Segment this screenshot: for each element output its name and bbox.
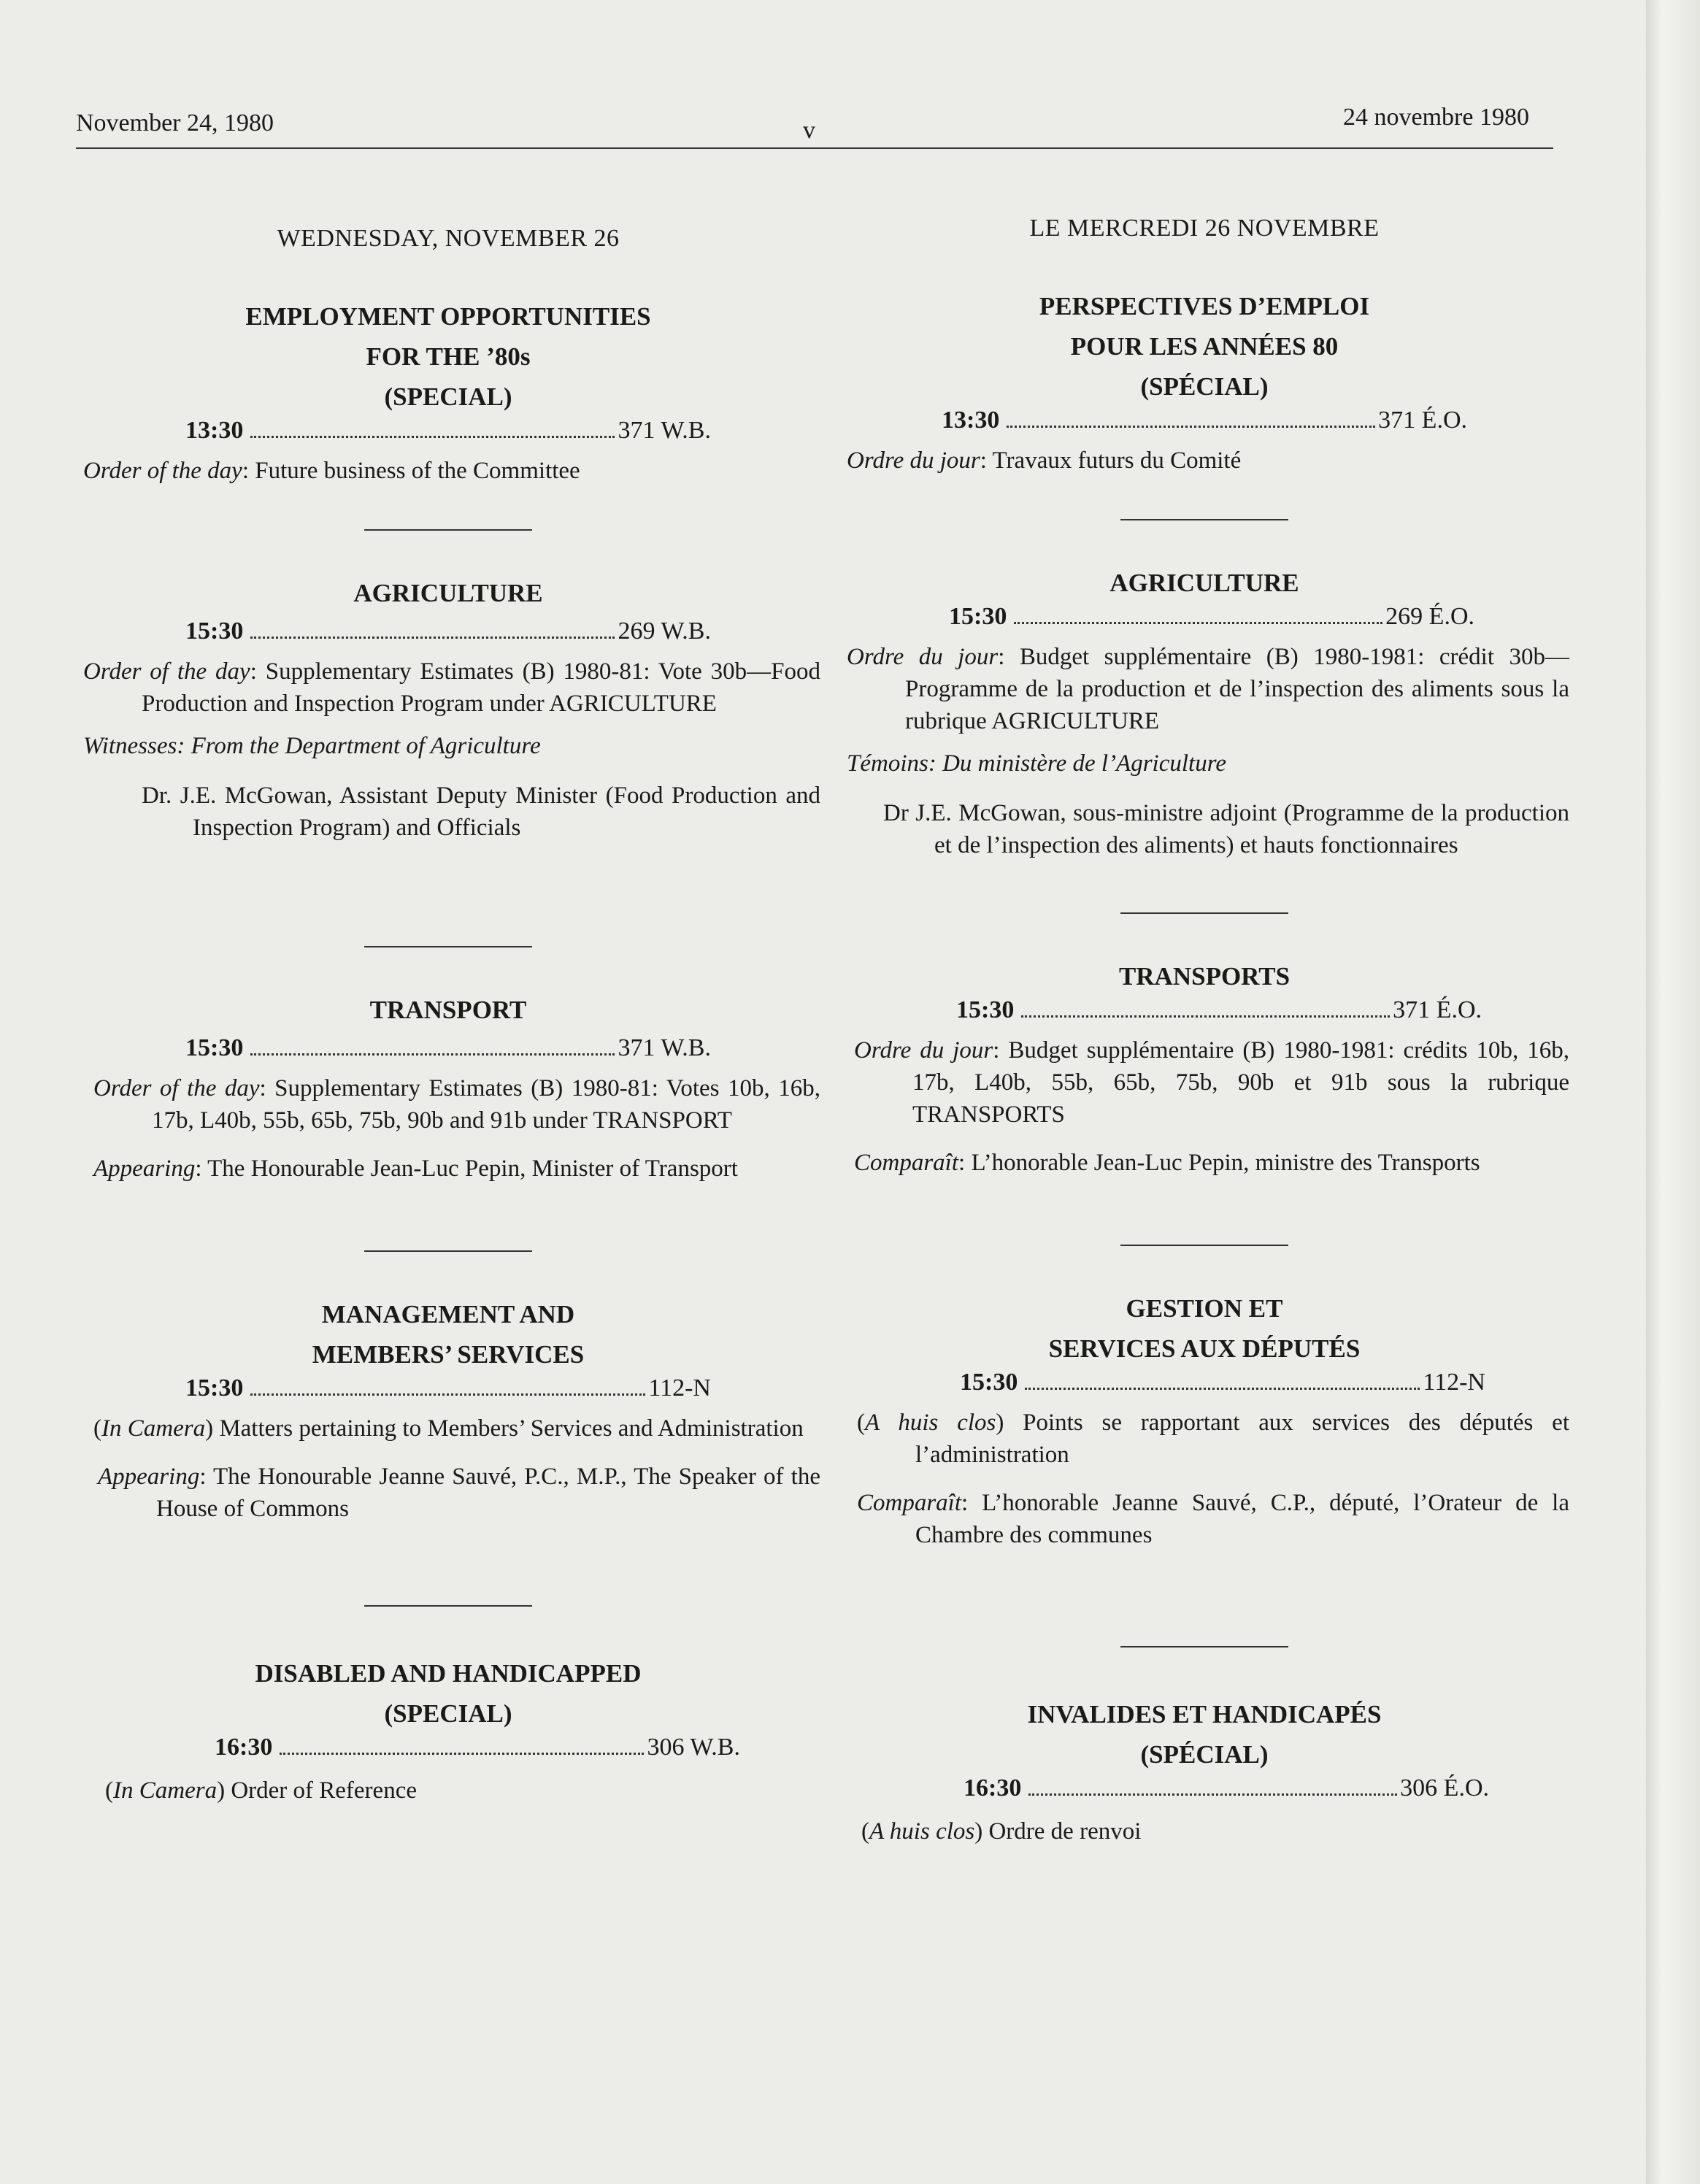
section-title: AGRICULTURE [1109,569,1299,597]
section-title: (SPECIAL) [384,1699,512,1728]
employment-section [839,286,1569,477]
meeting-room: 371 É.O. [1393,996,1482,1023]
section-title: TRANSPORTS [1118,962,1291,991]
time-row [942,407,1467,434]
meeting-room: 371 É.O. [1378,407,1467,434]
section-divider [364,529,532,531]
agriculture-section [76,573,820,844]
day-heading: WEDNESDAY, NOVEMBER 26 [277,225,620,252]
witnesses: Witnesses: From the Department of Agriculture [83,733,541,759]
appearing: Appearing: The Honourable Jeanne Sauvé, P.C., M.P., The Speaker of the House of Commons [98,1464,820,1522]
dot-leader [250,435,615,438]
time-row [949,603,1474,631]
order-of-day: Order of the day: Supplementary Estimates (B) 1980-81: Votes 10b, 16b, 17b, L40b, 55b, 65b, 75b, 90b and 91b under TRANSPORT [93,1075,820,1134]
section-title: (SPECIAL) [384,382,512,411]
time-row [185,1034,711,1062]
meeting-time: 15:30 [949,603,1007,630]
dot-leader [1028,1793,1397,1796]
time-row [185,1374,711,1402]
meeting-room: 112-N [1423,1369,1485,1396]
section-title: (SPÉCIAL) [1140,1740,1269,1769]
meeting-time: 13:30 [942,407,1000,434]
meeting-time: 15:30 [185,1374,244,1401]
time-row [215,1734,740,1761]
meeting-time: 15:30 [956,996,1015,1023]
section-divider [364,946,532,947]
english-column [76,212,820,1807]
agriculture-section [839,563,1569,861]
in-camera-item: (A huis clos) Points se rapportant aux services des députés et l’administration [857,1410,1569,1468]
french-column [839,212,1569,1847]
order-of-day: Order of the day: Supplementary Estimates (B) 1980-81: Vote 30b—Food Production and Inspection Program under AGRICULTURE [83,658,820,717]
page-edge [1646,0,1700,2184]
dot-leader [280,1752,644,1755]
time-row [964,1774,1489,1802]
section-divider [364,1250,532,1252]
dot-leader [1014,621,1382,624]
section-title: EMPLOYMENT OPPORTUNITIES [245,302,651,331]
order-of-day: Order of the day: Future business of the Committee [83,458,580,484]
section-title: SERVICES AUX DÉPUTÉS [1048,1334,1361,1363]
in-camera-item: (A huis clos) Ordre de renvoi [861,1818,1142,1845]
section-title: FOR THE ’80s [366,342,531,371]
order-of-day: Ordre du jour: Budget supplémentaire (B) 1980-1981: crédits 10b, 16b, 17b, L40b, 55b, 65b, 75b, 90b et 91b sous la rubrique TRANSPORTS [854,1037,1569,1128]
meeting-room: 269 É.O. [1385,603,1474,630]
order-of-day: Ordre du jour: Budget supplémentaire (B) 1980-1981: crédit 30b—Programme de la production et de l’inspection des aliments sous la rubrique AGRICULTURE [847,644,1569,734]
management-section [76,1294,820,1525]
header-date-en: November 24, 1980 [76,109,274,136]
section-title: MEMBERS’ SERVICES [312,1340,585,1369]
meeting-room: 306 W.B. [647,1734,740,1761]
section-divider [1120,1245,1288,1246]
meeting-time: 15:30 [185,618,244,645]
appearing: Appearing: The Honourable Jean-Luc Pepin, Minister of Transport [93,1156,738,1182]
transport-section [76,990,820,1185]
section-title: AGRICULTURE [353,579,543,607]
time-row [185,618,711,645]
meeting-time: 16:30 [215,1734,273,1761]
in-camera-item: (In Camera) Matters pertaining to Members’ Services and Administration [93,1415,804,1442]
meeting-room: 112-N [648,1374,711,1401]
appearing: Comparaît: L’honorable Jean-Luc Pepin, ministre des Transports [854,1150,1480,1176]
section-title: INVALIDES ET HANDICAPÉS [1027,1700,1382,1729]
day-heading: LE MERCREDI 26 NOVEMBRE [1029,215,1380,242]
disabled-section [839,1694,1569,1847]
meeting-room: 269 W.B. [618,618,711,645]
in-camera-item: (In Camera) Order of Reference [105,1777,417,1804]
order-of-day: Ordre du jour: Travaux futurs du Comité [847,447,1242,474]
dot-leader [1007,425,1375,428]
appearing: Comparaît: L’honorable Jeanne Sauvé, C.P., député, l’Orateur de la Chambre des communes [857,1490,1569,1548]
header-date-fr: 24 novembre 1980 [1343,104,1529,131]
section-divider [1120,1646,1288,1647]
witnesses: Témoins: Du ministère de l’Agriculture [847,750,1226,777]
section-divider [364,1605,532,1607]
dot-leader [250,636,615,639]
page-number: v [803,117,815,144]
section-title: DISABLED AND HANDICAPPED [255,1659,642,1688]
section-title: PERSPECTIVES D’EMPLOI [1039,292,1370,320]
time-row [185,417,711,445]
section-title: (SPÉCIAL) [1140,372,1269,401]
section-title: MANAGEMENT AND [321,1300,575,1329]
witness-detail: Dr J.E. McGowan, sous-ministre adjoint (Programme de la production et de l’inspection des aliments) et hauts fonctionnaires [883,800,1569,858]
meeting-room: 306 É.O. [1400,1774,1489,1802]
section-title: POUR LES ANNÉES 80 [1070,332,1339,361]
section-title: GESTION ET [1126,1294,1283,1323]
dot-leader [1021,1015,1390,1018]
meeting-room: 371 W.B. [618,1034,711,1061]
section-divider [1120,519,1288,520]
transport-section [839,956,1569,1179]
section-title: TRANSPORT [369,996,527,1024]
employment-section [76,296,820,487]
disabled-section [76,1653,820,1807]
meeting-time: 15:30 [185,1034,244,1061]
time-row [960,1369,1485,1396]
dot-leader [1025,1387,1420,1390]
management-section [839,1288,1569,1551]
time-row [956,996,1482,1024]
meeting-time: 13:30 [185,417,244,444]
witness-detail: Dr. J.E. McGowan, Assistant Deputy Minister (Food Production and Inspection Program) and Officials [142,783,820,841]
dot-leader [250,1053,615,1056]
meeting-room: 371 W.B. [618,417,711,444]
meeting-time: 16:30 [964,1774,1022,1802]
section-divider [1120,912,1288,914]
header-rule [76,147,1553,149]
dot-leader [250,1393,645,1396]
meeting-time: 15:30 [960,1369,1018,1396]
